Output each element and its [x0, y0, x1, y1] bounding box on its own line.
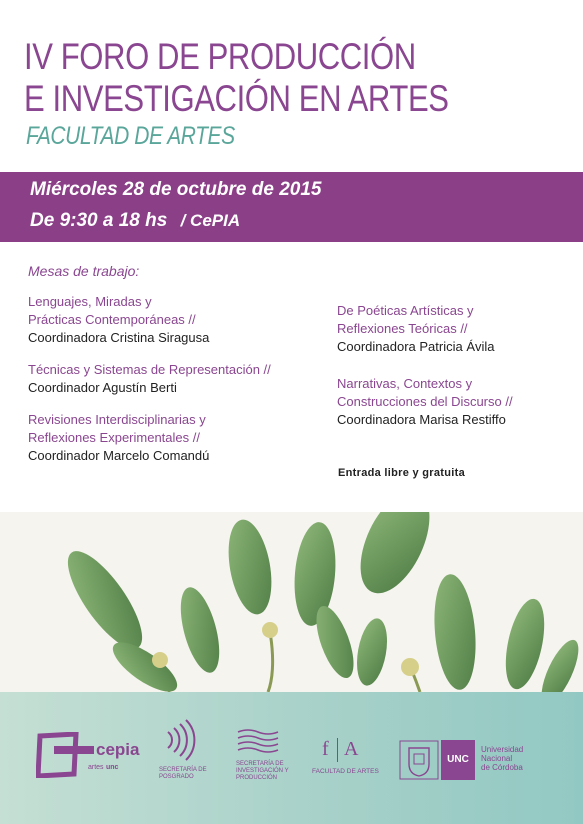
posgrado-logo — [155, 718, 215, 788]
university-shield-icon — [399, 740, 439, 780]
program-item-title: Prácticas Contemporáneas // — [28, 312, 196, 327]
program-item — [337, 375, 567, 429]
posgrado-label — [159, 767, 207, 781]
program-right-column — [337, 302, 567, 443]
cepia-sub-artes: artes — [88, 764, 104, 771]
program-item-title: Revisiones Interdisciplinarias y — [28, 412, 206, 427]
title-line-2: E INVESTIGACIÓN EN ARTES — [24, 78, 449, 119]
botanical-illustration — [0, 512, 583, 692]
mistletoe-leaves-icon — [0, 512, 583, 692]
cepia-wordmark: cepia — [96, 740, 140, 759]
event-venue: / CePIA — [180, 211, 241, 230]
fa-mark-a: A — [344, 738, 359, 760]
event-date: Miércoles 28 de octubre de 2015 — [30, 179, 322, 200]
fa-mark-f: f — [322, 738, 329, 760]
program-item-title: Narrativas, Contextos y — [337, 376, 473, 391]
faculty-subtitle: FACULTAD DE ARTES — [26, 122, 235, 150]
program-item-coordinator: Coordinador Marcelo Comandú — [28, 448, 210, 463]
program-item-coordinator: Coordinadora Patricia Ávila — [337, 339, 495, 354]
program-left-column — [28, 293, 318, 479]
program-item-title: De Poéticas Artísticas y — [337, 303, 474, 318]
program-item — [28, 361, 318, 397]
fa-divider — [337, 738, 338, 762]
program-item — [337, 302, 567, 356]
event-time-venue — [30, 211, 240, 232]
investigacion-label — [236, 761, 296, 782]
event-time: De 9:30 a 18 hs — [30, 210, 168, 231]
sound-waves-icon — [160, 718, 210, 762]
fa-label: FACULTAD DE ARTES — [312, 768, 379, 775]
unc-line: de Córdoba — [481, 763, 523, 772]
program-item — [28, 411, 318, 465]
unc-label — [481, 745, 523, 772]
title-line-1: IV FORO DE PRODUCCIÓN — [24, 36, 416, 77]
program-item-coordinator: Coordinadora Marisa Restiffo — [337, 412, 506, 427]
cepia-sub-unc: unc — [106, 764, 119, 771]
investigacion-line: SECRETARÍA DE — [236, 761, 284, 767]
program-heading: Mesas de trabajo: — [28, 263, 140, 279]
wave-lines-icon — [236, 728, 280, 754]
program-item-title: Técnicas y Sistemas de Representación // — [28, 362, 271, 377]
unc-logo — [399, 740, 539, 782]
posgrado-line: SECRETARÍA DE — [159, 767, 207, 773]
program-item-coordinator: Coordinadora Cristina Siragusa — [28, 330, 210, 345]
program-item-title: Reflexiones Experimentales // — [28, 430, 200, 445]
program-item-title: Construcciones del Discurso // — [337, 394, 513, 409]
investigacion-line: INVESTIGACIÓN Y — [236, 768, 289, 774]
unc-line: Nacional — [481, 754, 513, 763]
program-item-coordinator: Coordinador Agustín Berti — [28, 380, 177, 395]
program-item — [28, 293, 318, 347]
investigacion-logo — [236, 728, 296, 788]
program-item-title: Lenguajes, Miradas y — [28, 294, 152, 309]
entrance-note: Entrada libre y gratuita — [338, 467, 466, 479]
program-item-title: Reflexiones Teóricas // — [337, 321, 468, 336]
investigacion-line: PRODUCCIÓN — [236, 775, 278, 781]
sponsors-footer — [0, 692, 583, 824]
unc-badge: UNC — [441, 740, 475, 780]
posgrado-line: POSGRADO — [159, 774, 194, 780]
unc-line: Universidad — [481, 745, 524, 754]
fa-logo — [312, 738, 382, 782]
cepia-logo — [36, 732, 140, 778]
